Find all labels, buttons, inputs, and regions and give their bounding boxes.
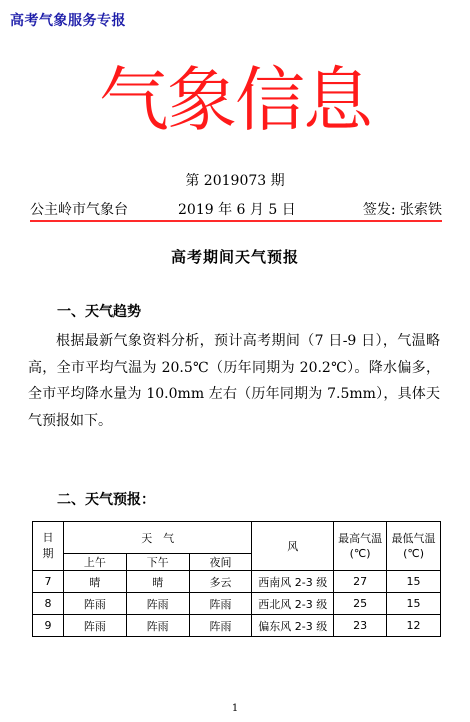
cell-afternoon: 阵雨 [126, 593, 189, 615]
table-row [33, 593, 441, 615]
cell-day: 8 [33, 593, 64, 615]
cell-max: 23 [334, 615, 387, 637]
trend-paragraph: 根据最新气象资料分析，预计高考期间（7 日-9 日），气温略高，全市平均气温为 20.5℃（历年同期为 20.2℃）。降水偏多，全市平均降水量为 10.0mm 左右（历年同期为 7.5mm），具体天气预报如下。 [28, 333, 440, 429]
header-weather: 天 气 [63, 522, 251, 554]
cell-morning: 阵雨 [63, 593, 126, 615]
cell-morning: 晴 [63, 571, 126, 593]
issue-info-line [30, 199, 442, 219]
forecast-table [32, 521, 441, 637]
red-divider [30, 220, 442, 222]
header-night: 夜间 [189, 554, 252, 571]
section-heading-trend: 一、天气趋势 [57, 304, 141, 320]
cell-night: 阵雨 [189, 615, 252, 637]
cell-wind: 偏东风 2-3 级 [252, 615, 334, 637]
cell-min: 15 [387, 571, 441, 593]
page-number: 1 [231, 703, 239, 714]
header-morning: 上午 [63, 554, 126, 571]
cell-day: 9 [33, 615, 64, 637]
cell-min: 12 [387, 615, 441, 637]
header-tag: 高考气象服务专报 [10, 13, 126, 29]
cell-wind: 西南风 2-3 级 [252, 571, 334, 593]
cell-afternoon: 晴 [126, 571, 189, 593]
cell-night: 阵雨 [189, 593, 252, 615]
table-header-row [33, 522, 441, 554]
cell-morning: 阵雨 [63, 615, 126, 637]
cell-day: 7 [33, 571, 64, 593]
issue-date: 2019 年 6 月 5 日 [178, 202, 296, 218]
header-afternoon: 下午 [126, 554, 189, 571]
cell-afternoon: 阵雨 [126, 615, 189, 637]
header-date: 日期 [33, 522, 64, 571]
table-row [33, 615, 441, 637]
masthead-title: 气象信息 [99, 59, 371, 141]
header-min-temp: 最低气温(℃) [387, 522, 441, 571]
cell-max: 25 [334, 593, 387, 615]
section-heading-forecast: 二、天气预报： [57, 492, 155, 508]
signer: 签发: 张索铁 [362, 202, 442, 218]
header-wind: 风 [252, 522, 334, 571]
cell-night: 多云 [189, 571, 252, 593]
table-row [33, 571, 441, 593]
cell-max: 27 [334, 571, 387, 593]
publisher: 公主岭市气象台 [30, 202, 128, 218]
header-max-temp: 最高气温(℃) [334, 522, 387, 571]
document-title: 高考期间天气预报 [170, 248, 299, 266]
cell-min: 15 [387, 593, 441, 615]
cell-wind: 西北风 2-3 级 [252, 593, 334, 615]
issue-number: 第 2019073 期 [185, 173, 285, 189]
